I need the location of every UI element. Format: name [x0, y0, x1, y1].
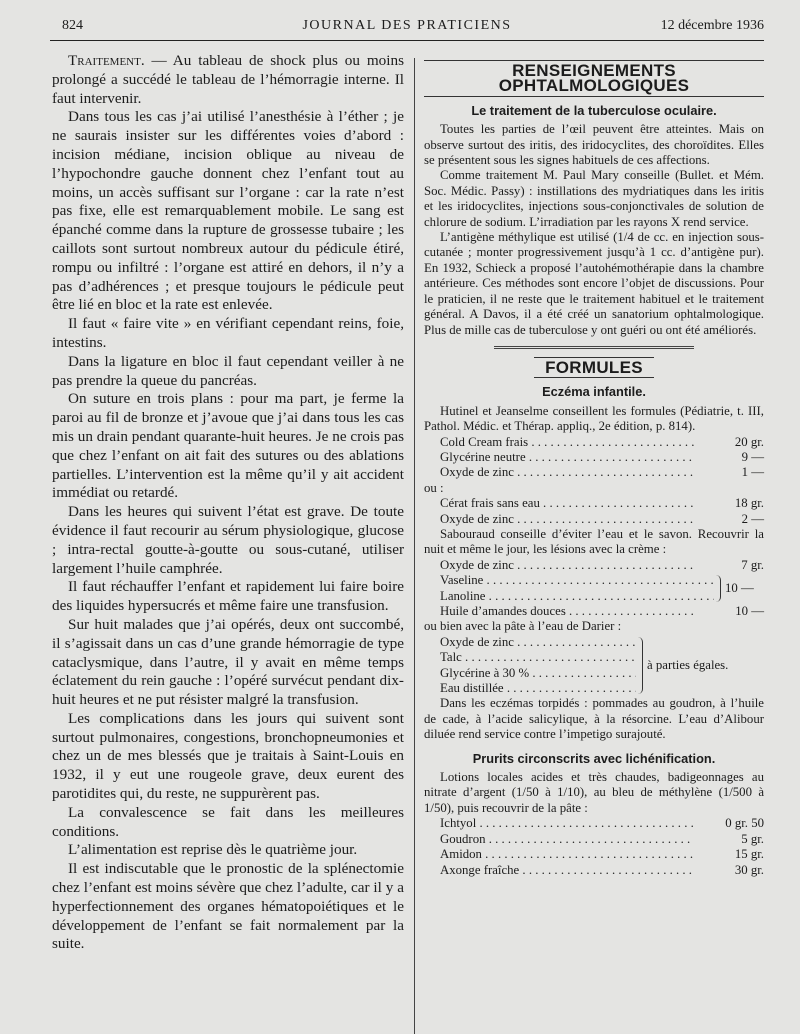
paragraph [424, 527, 764, 558]
ingredient: Oxyde de zinc . . . [440, 465, 694, 480]
paragraph: La convalescence se fait dans les meilleures conditions. [52, 803, 404, 840]
ingredient: Oxyde de zinc . . . [440, 512, 694, 527]
formula-line [440, 847, 764, 862]
paragraph: Il faut « faire vite » en vérifiant cependant reins, foie, intestins. [52, 315, 404, 351]
header-rule [50, 40, 764, 41]
section-title-formules: FORMULES [534, 357, 654, 378]
ingredient: Axonge fraîche . . . [440, 863, 694, 878]
section-subtitle: Prurits circonscrits avec lichénification. [472, 750, 716, 766]
sabouraud-text: Sabouraud conseille d’éviter l’eau et le savon. Recouvrir la nuit et même le jour, les lésions avec la crème : [424, 526, 764, 557]
paragraph: Toutes les parties de l’œil peuvent être atteintes. Mais on observe surtout des iritis, des iridocyclites, des choroïdites. Elles se présentent sous les signes habituels de ces affections. [424, 122, 764, 168]
formula-line [440, 512, 764, 527]
or-connector: ou : [424, 480, 444, 495]
paragraph: Comme traitement M. Paul Mary conseille (Bullet. et Mém. Soc. Médic. Passy) : instillations des mydriatiques dans les iritis et les iridocyclites, injections sous-conjonctivales de solution de chlorure de sodium. L’irradiation par les rayons X rend service. [424, 168, 764, 229]
ingredient: Glycérine neutre . . . [440, 450, 694, 465]
formula-line [440, 604, 764, 619]
paragraph: Sur huit malades que j’ai opérés, deux ont succombé, il s’agissait dans un cas d’une grande hémorragie de type cataclysmique, dans l’autre, il y avait en même temps éclatement du rein gauche : l’opéré survécut pendant dix-huit heures et ne put résister malgré la transfusion. [52, 615, 404, 709]
formula-line [440, 863, 764, 878]
formula-line [440, 496, 764, 511]
ingredient: Lanoline . . . [440, 589, 714, 604]
formula-line [440, 558, 764, 573]
quantity: 1 — [741, 465, 764, 480]
paragraph: Dans la ligature en bloc il faut cependant veiller à ne pas prendre la queue du pancréas. [52, 352, 404, 389]
quantity: 0 gr. 50 [725, 816, 764, 831]
ingredient: Eau distillée . . . [440, 681, 636, 696]
quantity: 5 gr. [741, 831, 764, 846]
section-subtitle: Eczéma infantile. [542, 384, 646, 400]
paragraph: Les complications dans les jours qui suivent sont surtout pulmonaires, congestions, bronchopneumonies et chez un de mes blessés que je traitais à Saint-Louis en 1932, il y eut une rougeole grave, deux eurent des parotidites qui, du reste, ne suppurèrent pas. [52, 709, 404, 803]
formula-group [440, 635, 764, 697]
quantity: 20 gr. [734, 434, 764, 449]
right-column [424, 52, 764, 878]
page-number: 824 [62, 18, 83, 33]
section-separator [494, 346, 694, 349]
paragraph: Dans les eczémas torpidés : pommades au goudron, à l’huile de cade, à l’acide salicylique, à la résorcine. L’eau d’Alibour diluée rend service contre l’impetigo surajouté. [424, 696, 764, 742]
paragraph: On suture en trois plans : pour ma part, je ferme la paroi au fil de bronze et j’avoue que j’ai dans tous les cas mis un drain pendant quarante-huit heures. Je ne crois pas que chez l’enfant on ait fait des sutures ou des ablations partielles. L’intervention est la même qu’il y ait accident immédiat ou retardé. [52, 390, 404, 502]
quantity: 18 gr. [734, 496, 764, 511]
ingredient: Ichtyol . . . [440, 816, 694, 831]
formula-group [440, 573, 764, 604]
lead-paragraph [52, 52, 404, 108]
ingredient: Vaseline . . . [440, 573, 714, 588]
lead-text: — Au tableau de shock plus ou moins prolongé a succédé le tableau de l’hémorragie interne. Il faut intervenir. [52, 52, 404, 107]
formula-line [440, 450, 764, 465]
paragraph: Il faut réchauffer l’enfant et rapidement lui faire boire des liquides hypersucrés et même faire une transfusion. [52, 578, 404, 615]
quantity: à parties égales. [647, 657, 729, 672]
paragraph: Hutinel et Jeanselme conseillent les formules (Pédiatrie, t. III, Pathol. Médic. et Thérap. appliq., 2e édition, p. 814). [424, 403, 764, 434]
quantity: 10 — [735, 604, 764, 618]
quantity: 30 gr. [734, 862, 764, 877]
running-header [50, 14, 764, 40]
formula-line [440, 816, 764, 831]
section-subtitle: Le traitement de la tuberculose oculaire. [471, 102, 717, 118]
paragraph: L’antigène méthylique est utilisé (1/4 de cc. en injection sous-cutanée ; monter progressivement jusqu’à 1 cc. d’antigène pur). En 1932, Schieck a proposé l’autohémothérapie dans la chambre antérieure. Ces méthodes sont encore l’objet de discussions. Pour le praticien, il ne reste que le traitement habituel et le traitement général. A Davos, il a été créé un sanatorium ophtalmologique. Plus de mille cas de tuberculose y ont guéri ou ont été améliorés. [424, 230, 764, 337]
ingredient: Amidon . . . [440, 847, 694, 862]
column-divider [414, 58, 415, 1034]
ingredient: Huile d’amandes douces . . . [440, 604, 694, 619]
quantity: 15 gr. [734, 847, 764, 862]
ingredient: Cold Cream frais . . . [440, 435, 694, 450]
journal-title: JOURNAL DES PRATICIENS [302, 18, 512, 33]
brace [638, 637, 643, 695]
quantity: 10 — [725, 580, 754, 595]
lead-label: Traitement. [68, 52, 145, 69]
section-title-ophtalmo: RENSEIGNEMENTS OPHTALMOLOGIQUES [424, 60, 764, 97]
paragraph: Dans tous les cas j’ai utilisé l’anesthésie à l’éther ; je ne saurais insister sur les différentes voies d’abord : incision médiane, incision oblique au niveau de l’hypochondre gauche donnent chez l’enfant tout au moins, un accès suffisant sur l’organe : car la rate n’est pas fixe, elle est remarquablement mobile. Le sang est épanché comme dans la rupture de grossesse tubaire ; les caillots sont surtout nombreux autour du pédicule étiré, rompu ou infiltré : l’organe est attiré en dehors, il n’y a pas d’adhérences ; et presque toujours le pédicule peut être lié en bloc et la rate est enlevée. [52, 108, 404, 314]
paragraph: Dans les heures qui suivent l’état est grave. De toute évidence il faut recourir au sérum physiologique, glucose ; intra-rectal goutte-à-goutte ou sous-cutané, utiliser largement l’huile camphrée. [52, 503, 404, 577]
quantity: 2 — [741, 511, 764, 526]
left-column [52, 52, 404, 954]
formula-line [440, 435, 764, 450]
darier-intro: ou bien avec la pâte à l’eau de Darier : [424, 619, 622, 634]
paragraph: L’alimentation est reprise dès le quatrième jour. [68, 841, 358, 859]
ingredient: Oxyde de zinc . . . [440, 635, 636, 650]
ingredient: Glycérine à 30 % . . . [440, 666, 636, 681]
paragraph: Il est indiscutable que le pronostic de la splénectomie chez l’enfant est moins sévère que chez l’adulte, car il y a hyperfectionnement des organes hématopoiétiques et le développement de l’enfant se fait normalement par la suite. [52, 860, 404, 953]
formula-line [440, 465, 764, 480]
ingredient: Goudron . . . [440, 832, 694, 847]
formula-line [440, 832, 764, 847]
ingredient: Talc . . . [440, 650, 636, 665]
quantity: 9 — [741, 449, 764, 464]
ingredient: Cérat frais sans eau . . . [440, 496, 694, 511]
brace [716, 575, 721, 602]
ingredient: Oxyde de zinc . . . [440, 558, 694, 573]
issue-date: 12 décembre 1936 [660, 18, 764, 33]
paragraph: Lotions locales acides et très chaudes, badigeonnages au nitrate d’argent (1/50 à 1/10), au bleu de méthylène (1/500 à 1/50), puis recouvrir de la pâte : [424, 770, 764, 815]
quantity: 7 gr. [741, 557, 764, 572]
